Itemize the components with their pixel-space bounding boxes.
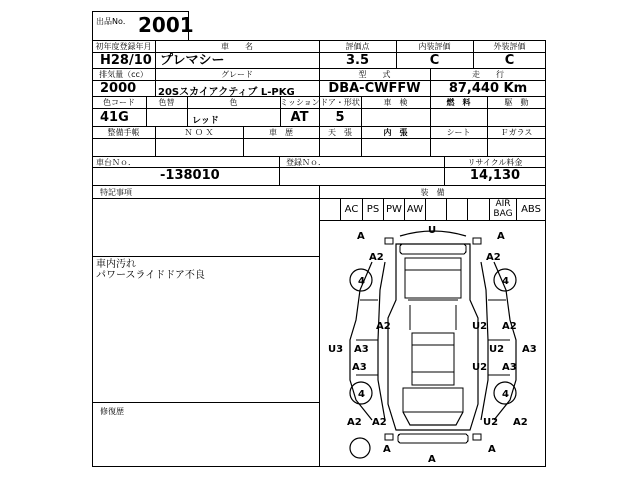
- repair-history-label: 修復歴: [100, 407, 124, 416]
- mark-tire-rr: 4: [502, 389, 509, 400]
- registration-number-label: 登録Ｎｏ．: [286, 158, 326, 167]
- chassis-number-label: 車台Ｎｏ．: [96, 158, 136, 167]
- mark-u3-left: U3: [328, 344, 344, 355]
- recycle-fee-value: 14,130: [469, 168, 521, 183]
- door-value: 5: [335, 110, 345, 125]
- color-value: レッド: [192, 116, 219, 126]
- maintenance-book-label: 整備手帳: [107, 128, 140, 137]
- mark-tire-fr: 4: [502, 276, 509, 287]
- mark-a-bottom: A: [428, 454, 436, 465]
- equip-abs: ABS: [521, 204, 541, 215]
- equip-airbag: AIR BAG: [493, 199, 513, 219]
- displacement-value: 2000: [100, 81, 137, 96]
- mark-a2-door-right: A2: [502, 321, 517, 332]
- mark-a2-front-right: A2: [486, 252, 501, 263]
- inspection-label: 車 検: [383, 98, 408, 107]
- recycle-fee-label: リサイクル料金: [467, 158, 523, 167]
- grade-value: 20Sスカイアクティブ L-PKG: [158, 87, 295, 98]
- note-line-1: 車内汚れ: [96, 259, 136, 270]
- mark-a2-door-left: A2: [376, 321, 391, 332]
- history-label: 車 歴: [269, 128, 293, 137]
- interior-cover-label: 内 張: [383, 128, 408, 137]
- mark-a3-right-lower: A3: [502, 362, 517, 373]
- chassis-number-value: -138010: [160, 168, 220, 183]
- color-code-label: 色コード: [103, 98, 135, 107]
- mission-label: ミッション: [280, 98, 320, 107]
- fuel-label: 燃 料: [446, 98, 471, 107]
- equipment-label: 装 備: [420, 188, 445, 197]
- mark-a-top-left: A: [357, 231, 365, 242]
- drive-label: 駆 動: [504, 98, 529, 107]
- equip-ps: PS: [366, 204, 380, 215]
- score-label: 評価点: [345, 42, 370, 51]
- nox-label: Ｎ Ｏ Ｘ: [184, 128, 214, 137]
- mark-u2-door-left: U2: [472, 321, 488, 332]
- exterior-score-value: C: [504, 53, 515, 68]
- first-registration-value: H28/10: [100, 53, 152, 68]
- equip-aw: AW: [406, 204, 424, 215]
- equip-pw: PW: [386, 204, 402, 215]
- mark-a-top-right: A: [497, 231, 505, 242]
- car-name-value: プレマシー: [160, 53, 225, 68]
- interior-score-label: 内装評価: [418, 42, 451, 51]
- seat-label: シート: [446, 128, 471, 137]
- displacement-label: 排気量（cc）: [99, 70, 148, 79]
- mark-tire-fl: 4: [358, 276, 365, 287]
- interior-score-value: C: [429, 53, 440, 68]
- mark-tire-rl: 4: [358, 389, 365, 400]
- color-label: 色: [229, 98, 238, 107]
- mark-a-rear-right: A: [488, 444, 496, 455]
- headliner-label: 天 張: [328, 128, 352, 137]
- exterior-score-label: 外装評価: [493, 42, 526, 51]
- mark-a3-left: A3: [354, 344, 369, 355]
- mileage-value: 87,440 Km: [448, 81, 528, 96]
- special-notes-label: 特記事項: [100, 188, 132, 197]
- mark-a-rear-left: A: [383, 444, 391, 455]
- equip-ac: AC: [344, 204, 359, 215]
- grade-label: グレード: [221, 70, 253, 79]
- door-label: ドア・形状: [320, 98, 360, 107]
- mark-u-top: U: [428, 225, 437, 236]
- color-change-label: 色替: [158, 98, 175, 107]
- mark-a2-rear-right: A2: [513, 417, 528, 428]
- score-value: 3.5: [345, 53, 370, 68]
- note-line-2: パワースライドドア不良: [96, 270, 205, 281]
- mission-value: AT: [290, 110, 309, 125]
- car-name-label: 車 名: [221, 42, 253, 51]
- lot-number: 2001: [138, 13, 194, 37]
- lot-label: 出品No．: [96, 17, 131, 26]
- mileage-label: 走 行: [472, 70, 504, 79]
- first-registration-label: 初年度登録年月: [95, 42, 152, 51]
- mark-a2-rear-left: A2: [347, 417, 362, 428]
- mark-u2-rear: U2: [483, 417, 499, 428]
- car-damage-diagram: [320, 221, 545, 466]
- model-code-value: DBA-CWFFW: [328, 81, 421, 96]
- model-code-label: 型 式: [358, 70, 391, 79]
- mark-a2-front-left: A2: [369, 252, 384, 263]
- color-code-value: 41G: [100, 110, 129, 125]
- front-glass-label: Ｆガラス: [500, 128, 533, 137]
- mark-a3-right-outer: A3: [522, 344, 537, 355]
- mark-a2-rear-left-inner: A2: [372, 417, 387, 428]
- mark-a3-left-lower: A3: [352, 362, 367, 373]
- mark-u2-right-lower: U2: [472, 362, 488, 373]
- mark-u2-door-right: U2: [489, 344, 505, 355]
